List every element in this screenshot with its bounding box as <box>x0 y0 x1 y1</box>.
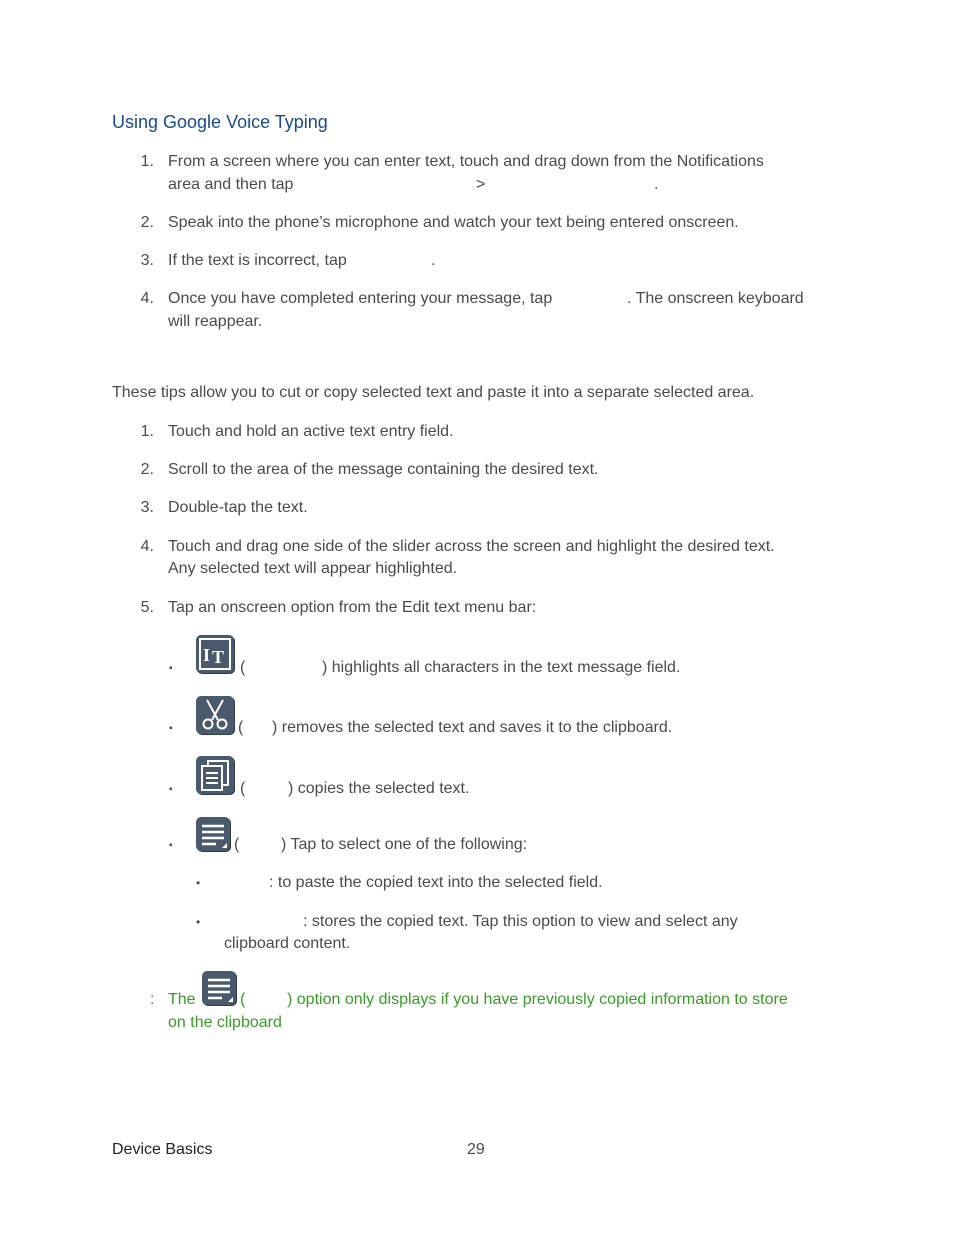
clipboard-menu-icon <box>196 817 230 851</box>
clipboard-menu-icon <box>202 971 236 1005</box>
scissors-icon <box>196 696 234 734</box>
step-number: 3. <box>140 499 154 516</box>
step-text-separator: > <box>476 176 486 193</box>
step-text: Any selected text will appear highlighted. <box>168 560 458 577</box>
step-text-period: . <box>654 176 659 193</box>
step-text: Touch and hold an active text entry field. <box>168 423 454 440</box>
sub-option-text: : stores the copied text. Tap this option to view and select any <box>303 913 738 930</box>
bullet: ▪ <box>169 784 173 795</box>
step-text: If the text is incorrect, tap <box>168 252 347 269</box>
step-number: 1. <box>140 153 154 170</box>
option-description: ) highlights all characters in the text message field. <box>322 659 681 676</box>
select-all-icon <box>196 635 234 673</box>
sub-bullet: • <box>196 915 201 929</box>
step-number: 4. <box>140 538 154 555</box>
step-text: . The onscreen keyboard <box>627 290 804 307</box>
option-paren: ( <box>240 659 246 676</box>
option-paren: ( <box>238 719 244 736</box>
step-text: Double-tap the text. <box>168 499 308 516</box>
note-colon: : <box>150 991 155 1008</box>
footer-section-name: Device Basics <box>112 1141 213 1158</box>
step-number: 1. <box>140 423 154 440</box>
step-number: 4. <box>140 290 154 307</box>
step-text-period: . <box>431 252 436 269</box>
step-text: Tap an onscreen option from the Edit text menu bar: <box>168 599 537 616</box>
option-description: ) removes the selected text and saves it to the clipboard. <box>272 719 673 736</box>
note-text: ) option only displays if you have previously copied information to store <box>287 991 788 1008</box>
step-text: Once you have completed entering your message, tap <box>168 290 553 307</box>
note-the: The <box>168 991 196 1008</box>
step-text: Touch and drag one side of the slider across the screen and highlight the desired text. <box>168 538 775 555</box>
step-text: From a screen where you can enter text, touch and drag down from the Notifications <box>168 153 764 170</box>
step-text: area and then tap <box>168 176 294 193</box>
option-description: ) copies the selected text. <box>288 780 470 797</box>
svg-text:T: T <box>212 647 225 667</box>
bullet: ▪ <box>169 663 173 674</box>
bullet: ▪ <box>169 840 173 851</box>
step-text: Scroll to the area of the message containing the desired text. <box>168 461 599 478</box>
copy-icon <box>196 756 234 794</box>
note-text: on the clipboard <box>168 1014 282 1031</box>
section-title: Using Google Voice Typing <box>112 112 328 132</box>
bullet: ▪ <box>169 723 173 734</box>
note-paren: ( <box>240 991 246 1008</box>
step-number: 5. <box>140 599 154 616</box>
step-number: 3. <box>140 252 154 269</box>
sub-option-text: clipboard content. <box>224 935 351 952</box>
tips-intro: These tips allow you to cut or copy selected text and paste it into a separate selected area. <box>112 384 755 401</box>
page-number: 29 <box>467 1141 485 1158</box>
step-text: Speak into the phone’s microphone and watch your text being entered onscreen. <box>168 214 739 231</box>
option-paren: ( <box>240 780 246 797</box>
sub-option-text: : to paste the copied text into the selected field. <box>269 874 603 891</box>
step-number: 2. <box>140 214 154 231</box>
sub-bullet: • <box>196 876 201 890</box>
option-paren: ( <box>234 836 240 853</box>
step-number: 2. <box>140 461 154 478</box>
svg-text:I: I <box>203 645 211 665</box>
option-description: ) Tap to select one of the following: <box>281 836 528 853</box>
step-text: will reappear. <box>168 313 263 330</box>
